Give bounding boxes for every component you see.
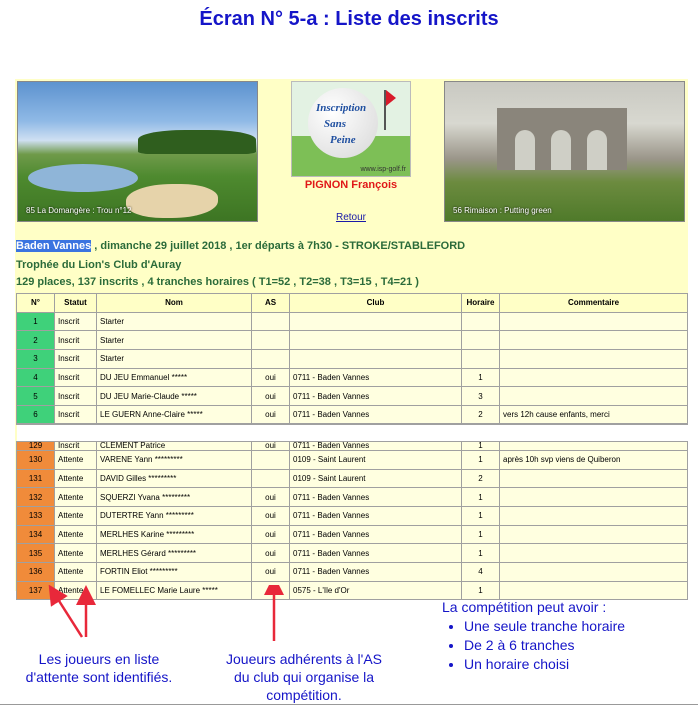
note-waitlist: Les joueurs en liste d'attente sont identifiés. <box>25 651 173 685</box>
arrow-waitlist-1 <box>54 593 82 637</box>
col-header-nom: Nom <box>97 294 252 313</box>
row-as: oui <box>252 441 290 450</box>
row-num: 133 <box>17 506 55 525</box>
table-row[interactable] <box>17 450 688 469</box>
row-nom: VARENE Yann ********* <box>97 450 252 469</box>
row-statut: Attente <box>55 525 97 544</box>
row-nom: MERLHES Gérard ********* <box>97 544 252 563</box>
competition-date: , dimanche 29 juillet 2018 , 1er départs à 7h30 - STROKE/STABLEFORD <box>91 240 466 252</box>
row-club: 0109 - Saint Laurent <box>290 469 462 488</box>
row-horaire <box>462 350 500 369</box>
table-row[interactable] <box>17 312 688 331</box>
list-item: • Une seule tranche horaire <box>464 617 698 636</box>
row-horaire <box>462 312 500 331</box>
row-num: 6 <box>17 406 55 425</box>
row-nom: Starter <box>97 331 252 350</box>
row-statut: Attente <box>55 562 97 581</box>
table-row[interactable] <box>17 387 688 406</box>
row-commentaire: après 10h svp viens de Quiberon <box>500 450 688 469</box>
col-header-club: Club <box>290 294 462 313</box>
col-header-statut: Statut <box>55 294 97 313</box>
row-club: 0711 - Baden Vannes <box>290 506 462 525</box>
user-name: PIGNON François <box>304 179 398 191</box>
row-as <box>252 450 290 469</box>
row-as <box>252 312 290 331</box>
table-row[interactable] <box>17 562 688 581</box>
row-nom: DUTERTRE Yann ********* <box>97 506 252 525</box>
row-horaire: 1 <box>462 368 500 387</box>
row-as <box>252 350 290 369</box>
note-time-slots-title: La compétition peut avoir : <box>442 599 607 615</box>
row-statut: Inscrit <box>55 441 97 450</box>
flag-icon <box>386 90 396 106</box>
row-club: 0711 - Baden Vannes <box>290 406 462 425</box>
row-as: oui <box>252 525 290 544</box>
table-row[interactable] <box>17 368 688 387</box>
note-as-line-1: Joueurs adhérents à l'AS <box>226 651 382 667</box>
logo-word-1: Inscription <box>316 102 367 114</box>
logo-url: www.isp-golf.fr <box>360 166 406 173</box>
row-commentaire <box>500 544 688 563</box>
table-row[interactable] <box>17 544 688 563</box>
row-horaire: 1 <box>462 581 500 600</box>
isp-logo <box>291 81 411 177</box>
row-club: 0711 - Baden Vannes <box>290 441 462 450</box>
row-nom: Starter <box>97 350 252 369</box>
row-commentaire <box>500 350 688 369</box>
note-time-slots <box>442 598 698 674</box>
row-club: 0575 - L'Ile d'Or <box>290 581 462 600</box>
row-nom: LE GUERN Anne-Claire ***** <box>97 406 252 425</box>
row-horaire: 1 <box>462 488 500 507</box>
row-as <box>252 331 290 350</box>
row-statut: Attente <box>55 544 97 563</box>
col-header-as: AS <box>252 294 290 313</box>
row-club: 0711 - Baden Vannes <box>290 562 462 581</box>
row-commentaire <box>500 488 688 507</box>
time-slot-options <box>464 617 698 674</box>
table-cut-gap <box>17 424 688 441</box>
row-as: oui <box>252 406 290 425</box>
row-nom: Starter <box>97 312 252 331</box>
row-club: 0711 - Baden Vannes <box>290 544 462 563</box>
registration-panel <box>15 79 688 595</box>
row-num: 134 <box>17 525 55 544</box>
row-as: oui <box>252 488 290 507</box>
row-club: 0711 - Baden Vannes <box>290 368 462 387</box>
row-as: oui <box>252 506 290 525</box>
row-commentaire <box>500 525 688 544</box>
row-statut: Inscrit <box>55 387 97 406</box>
row-horaire: 1 <box>462 441 500 450</box>
row-horaire: 1 <box>462 450 500 469</box>
competition-stats: 129 places, 137 inscrits , 4 tranches horaires ( T1=52 , T2=38 , T3=15 , T4=21 ) <box>16 276 419 288</box>
row-num: 130 <box>17 450 55 469</box>
row-as: oui <box>252 562 290 581</box>
row-commentaire <box>500 387 688 406</box>
row-horaire <box>462 331 500 350</box>
row-num: 137 <box>17 581 55 600</box>
row-num: 1 <box>17 312 55 331</box>
row-nom: CLEMENT Patrice <box>97 441 252 450</box>
row-nom: MERLHES Karine ********* <box>97 525 252 544</box>
competition-name: Trophée du Lion's Club d'Auray <box>16 259 182 271</box>
row-num: 2 <box>17 331 55 350</box>
row-commentaire <box>500 312 688 331</box>
row-as: oui <box>252 387 290 406</box>
note-as-members: Joueurs adhérents à l'AS du club qui organise la compétition. <box>198 650 410 704</box>
row-num: 136 <box>17 562 55 581</box>
course-photo-right <box>444 81 685 222</box>
table-row[interactable] <box>17 350 688 369</box>
row-club: 0711 - Baden Vannes <box>290 488 462 507</box>
row-commentaire <box>500 441 688 450</box>
row-nom: DAVID Gilles ********* <box>97 469 252 488</box>
row-statut: Inscrit <box>55 312 97 331</box>
row-commentaire <box>500 368 688 387</box>
row-statut: Inscrit <box>55 406 97 425</box>
table-row[interactable] <box>17 525 688 544</box>
row-club: 0109 - Saint Laurent <box>290 450 462 469</box>
col-header-horaire: Horaire <box>462 294 500 313</box>
row-statut: Attente <box>55 469 97 488</box>
competition-info-line-1 <box>16 240 465 252</box>
row-statut: Inscrit <box>55 350 97 369</box>
table-row[interactable] <box>17 331 688 350</box>
row-commentaire: vers 12h cause enfants, merci <box>500 406 688 425</box>
retour-link[interactable]: Retour <box>335 212 366 223</box>
row-num: 132 <box>17 488 55 507</box>
page-title: Écran N° 5-a : Liste des inscrits <box>199 8 499 30</box>
row-club <box>290 312 462 331</box>
list-item: • De 2 à 6 tranches <box>464 636 698 655</box>
row-statut: Attente <box>55 450 97 469</box>
row-num: 129 <box>17 441 55 450</box>
club-name: Baden Vannes <box>16 240 92 252</box>
table-header-row <box>17 294 688 313</box>
table-row[interactable] <box>17 406 688 425</box>
row-horaire: 2 <box>462 469 500 488</box>
row-club <box>290 350 462 369</box>
row-statut: Attente <box>55 488 97 507</box>
row-horaire: 1 <box>462 544 500 563</box>
row-club: 0711 - Baden Vannes <box>290 525 462 544</box>
row-club: 0711 - Baden Vannes <box>290 387 462 406</box>
photo-caption-right: 56 Rimaison : Putting green <box>453 206 552 215</box>
table-row[interactable] <box>17 488 688 507</box>
list-item: • Un horaire choisi <box>464 655 698 674</box>
row-statut: Inscrit <box>55 368 97 387</box>
row-horaire: 4 <box>462 562 500 581</box>
row-num: 3 <box>17 350 55 369</box>
row-horaire: 1 <box>462 525 500 544</box>
row-statut: Attente <box>55 581 97 600</box>
row-as: oui <box>252 544 290 563</box>
row-statut: Attente <box>55 506 97 525</box>
table-row-partial[interactable] <box>17 441 688 450</box>
row-num: 131 <box>17 469 55 488</box>
row-nom: SQUERZI Yvana ********* <box>97 488 252 507</box>
row-commentaire <box>500 562 688 581</box>
row-as: oui <box>252 368 290 387</box>
row-nom: FORTIN Eliot ********* <box>97 562 252 581</box>
row-num: 135 <box>17 544 55 563</box>
logo-word-3: Peine <box>330 134 356 146</box>
row-commentaire <box>500 506 688 525</box>
row-nom: DU JEU Emmanuel ***** <box>97 368 252 387</box>
row-commentaire <box>500 331 688 350</box>
row-horaire: 1 <box>462 506 500 525</box>
row-as <box>252 469 290 488</box>
photo-caption-left: 85 La Domangère : Trou n°12 <box>26 206 132 215</box>
table-row[interactable] <box>17 469 688 488</box>
divider <box>0 704 698 705</box>
row-horaire: 2 <box>462 406 500 425</box>
row-horaire: 3 <box>462 387 500 406</box>
logo-word-2: Sans <box>324 118 347 130</box>
row-num: 4 <box>17 368 55 387</box>
row-commentaire <box>500 469 688 488</box>
course-photo-left <box>17 81 258 222</box>
row-club <box>290 331 462 350</box>
table-row[interactable] <box>17 506 688 525</box>
row-nom: DU JEU Marie-Claude ***** <box>97 387 252 406</box>
registrants-table <box>16 293 688 600</box>
col-header-commentaire: Commentaire <box>500 294 688 313</box>
row-num: 5 <box>17 387 55 406</box>
row-statut: Inscrit <box>55 331 97 350</box>
row-nom: LE FOMELLEC Marie Laure ***** <box>97 581 252 600</box>
col-header-num: N° <box>17 294 55 313</box>
